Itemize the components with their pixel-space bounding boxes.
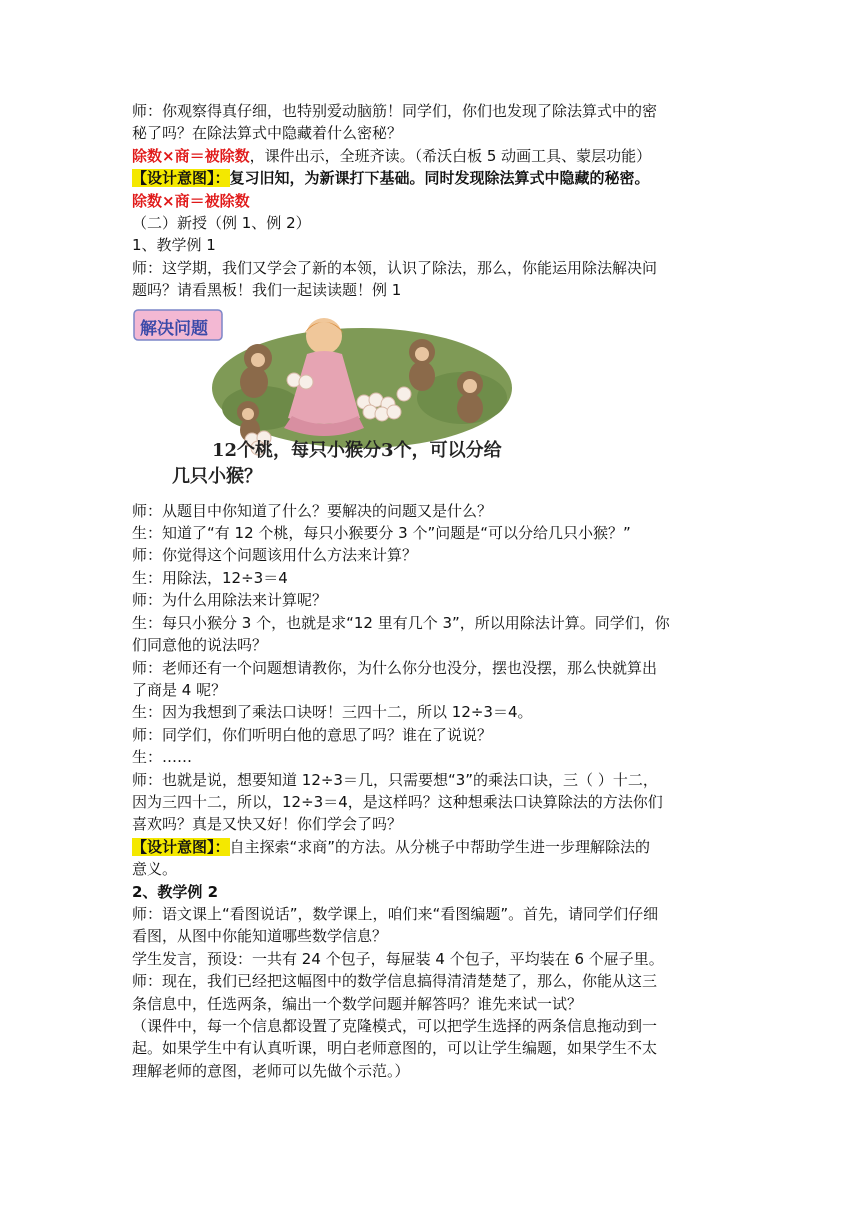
dialog-line: 生：因为我想到了乘法口诀呀！三四十二，所以 12÷3＝4。 [132,703,533,722]
design-intent-2 [132,836,732,858]
dialog-line: 师：为什么用除法来计算呢？ [132,591,328,610]
badge-label: 解决问题 [140,318,208,339]
intro-line-2: 秘了吗？在除法算式中隐藏着什么密秘？ [132,124,403,143]
formula-red: 除数×商＝被除数 [132,146,250,165]
problem-illustration [132,308,552,494]
ex1-line-2: 题吗？请看黑板！我们一起读读题！例 1 [132,281,402,300]
ex2-line: （课件中，每一个信息都设置了克隆模式，可以把学生选择的两条信息拖动到一 [132,1017,658,1035]
ex2-line: 师：现在，我们已经把这幅图中的数学信息搞得清清楚楚了，那么，你能从这三 [132,972,658,991]
ex2-line: 看图，从图中你能知道哪些数学信息？ [132,927,388,946]
design-intent-2-tag: 【设计意图】： [132,837,230,856]
problem-caption-line-2: 几只小猴？ [172,465,262,487]
dialog-line: 生：每只小猴分 3 个，也就是求“12 里有几个 3”，所以用除法计算。同学们，你 [132,613,670,632]
formula-red-2: 除数×商＝被除数 [132,191,250,210]
dialog-line: 师：同学们，你们听明白他的意思了吗？谁在了说说？ [132,725,493,744]
design-intent-2-cont: 意义。 [132,860,178,879]
ex2-line: 理解老师的意图，老师可以先做个示范。） [132,1061,410,1080]
section-heading: （二）新授（例 1、例 2） [132,214,311,233]
ex2-line: 学生发言，预设：一共有 24 个包子，每屉装 4 个包子，平均装在 6 个屉子里。 [132,949,664,968]
dialog-line: 师：从题目中你知道了什么？要解决的问题又是什么？ [132,501,493,520]
intro-line-1: 师：你观察得真仔细，也特别爱动脑筋！同学们，你们也发现了除法算式中的密 [132,102,658,120]
example-1-title: 1、教学例 1 [132,236,216,255]
formula-line [132,145,732,167]
formula-rest: ，课件出示，全班齐读。（希沃白板 5 动画工具、蒙层功能） [249,146,652,165]
dialog-line: 师：也就是说，想要知道 12÷3＝几，只需要想“3”的乘法口诀，三（ ）十二， [132,770,658,789]
dialog-line: 喜欢吗？真是又快又好！你们学会了吗？ [132,815,403,834]
dialog-line: 因为三四十二，所以，12÷3＝4，是这样吗？这种想乘法口诀算除法的方法你们 [132,792,663,811]
dialog-line: 了商是 4 呢？ [132,680,227,699]
ex1-line-1: 师：这学期，我们又学会了新的本领，认识了除法，那么，你能运用除法解决问 [132,258,658,277]
design-intent-tag: 【设计意图】： [132,169,230,188]
dialog-line: 们同意他的说法吗？ [132,636,268,655]
design-intent-1 [132,167,732,189]
problem-caption-line-1: 12个桃，每只小猴分3个，可以分给 [212,439,502,461]
dialog-line: 师：老师还有一个问题想请教你，为什么你分也没分，摆也没摆，那么快就算出 [132,658,658,677]
dialog-line: 生：用除法，12÷3＝4 [132,568,288,587]
dialog-line: 生：…… [132,748,193,767]
document-page [132,100,732,1082]
design-intent-2-text: 自主探索“求商”的方法。从分桃子中帮助学生进一步理解除法的 [229,837,651,856]
design-intent-text: 复习旧知，为新课打下基础。同时发现除法算式中隐藏的秘密。 [229,169,650,188]
dialog-line: 生：知道了“有 12 个桃，每只小猴要分 3 个”问题是“可以分给几只小猴？” [132,524,631,543]
ex2-line: 条信息中，任选两条，编出一个数学问题并解答吗？谁先来试一试？ [132,994,583,1013]
ex2-line: 起。如果学生中有认真听课，明白老师意图的，可以让学生编题，如果学生不太 [132,1039,658,1058]
example-2-title: 2、教学例 2 [132,882,219,901]
ex2-line: 师：语文课上“看图说话”，数学课上，咱们来“看图编题”。首先，请同学们仔细 [132,904,659,923]
dialog-line: 师：你觉得这个问题该用什么方法来计算？ [132,546,418,565]
